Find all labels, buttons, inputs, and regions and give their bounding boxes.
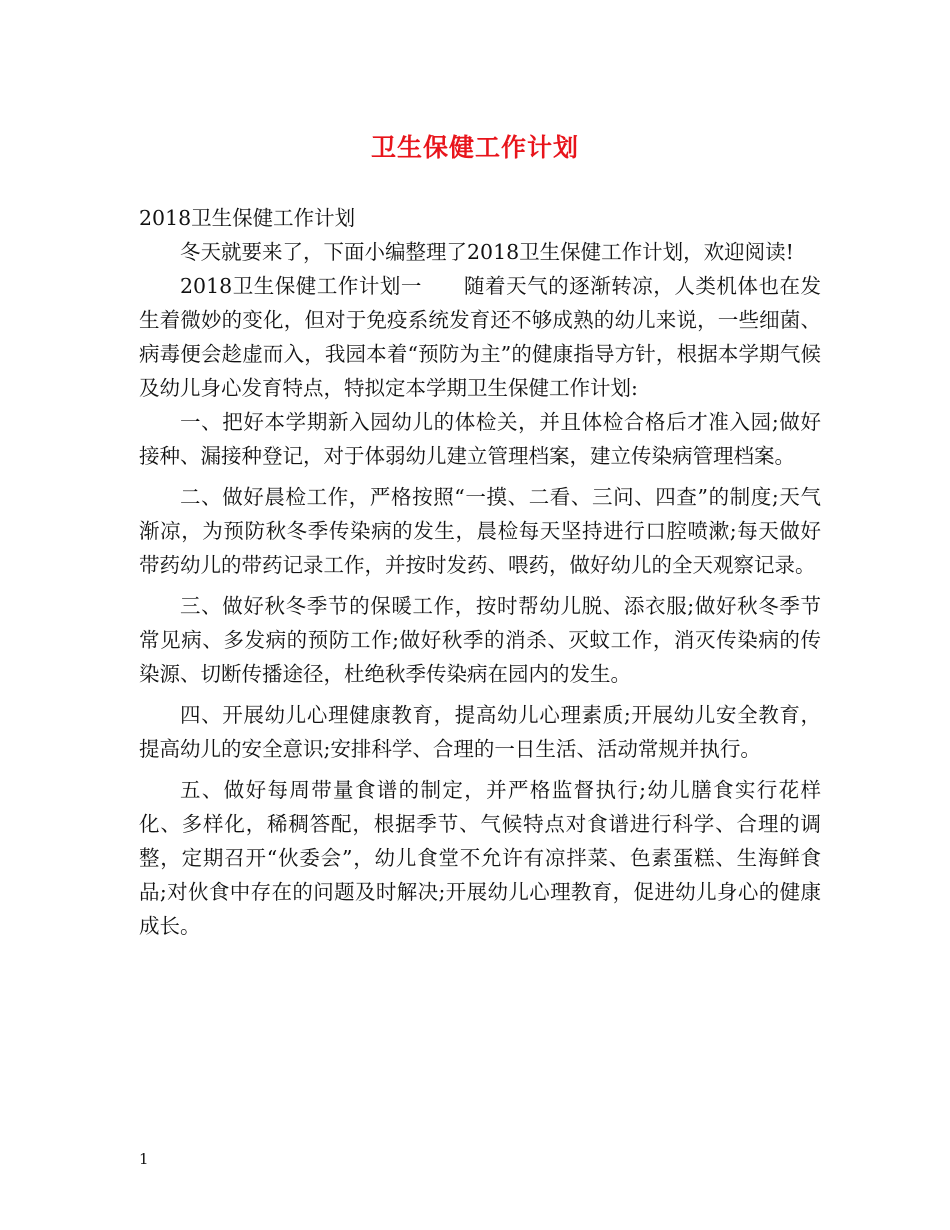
document-body (139, 201, 821, 943)
paragraph-item-one: 一、把好本学期新入园幼儿的体检关，并且体检合格后才准入园;做好接种、漏接种登记，对于体弱幼儿建立管理档案，建立传染病管理档案。 (139, 410, 821, 468)
paragraph-plan-one: 2018卫生保健工作计划一 随着天气的逐渐转凉，人类机体也在发生着微妙的变化，但对于免疫系统发育还不够成熟的幼儿来说，一些细菌、病毒便会趁虚而入，我园本着“预防为主”的健康指导方针，根据本学期气候及幼儿身心发育特点，特拟定本学期卫生保健工作计划: (139, 274, 821, 400)
paragraph-item-four: 四、开展幼儿心理健康教育，提高幼儿心理素质;开展幼儿安全教育，提高幼儿的安全意识;安排科学、合理的一日生活、活动常规并执行。 (139, 703, 821, 761)
page-number: 1 (139, 1150, 149, 1168)
document-subtitle: 2018卫生保健工作计划 (139, 206, 356, 230)
document-title: 卫生保健工作计划 (370, 133, 579, 162)
paragraph-item-two: 二、做好晨检工作，严格按照“一摸、二看、三问、四查”的制度;天气渐凉，为预防秋冬季传染病的发生，晨检每天坚持进行口腔喷漱;每天做好带药幼儿的带药记录工作，并按时发药、喂药，做好幼儿的全天观察记录。 (139, 485, 821, 577)
paragraph-item-three: 三、做好秋冬季节的保暖工作，按时帮幼儿脱、添衣服;做好秋冬季节常见病、多发病的预防工作;做好秋季的消杀、灭蚊工作，消灭传染病的传染源、切断传播途径，杜绝秋季传染病在园内的发生。 (139, 594, 821, 686)
paragraph-item-five: 五、做好每周带量食谱的制定，并严格监督执行;幼儿膳食实行花样化、多样化，稀稠答配，根据季节、气候特点对食谱进行科学、合理的调整，定期召开“伙委会”，幼儿食堂不允许有凉拌菜、色素蛋糕、生海鲜食品;对伙食中存在的问题及时解决;开展幼儿心理教育，促进幼儿身心的健康成长。 (139, 778, 821, 938)
paragraph-intro: 冬天就要来了，下面小编整理了2018卫生保健工作计划，欢迎阅读! (180, 240, 794, 264)
